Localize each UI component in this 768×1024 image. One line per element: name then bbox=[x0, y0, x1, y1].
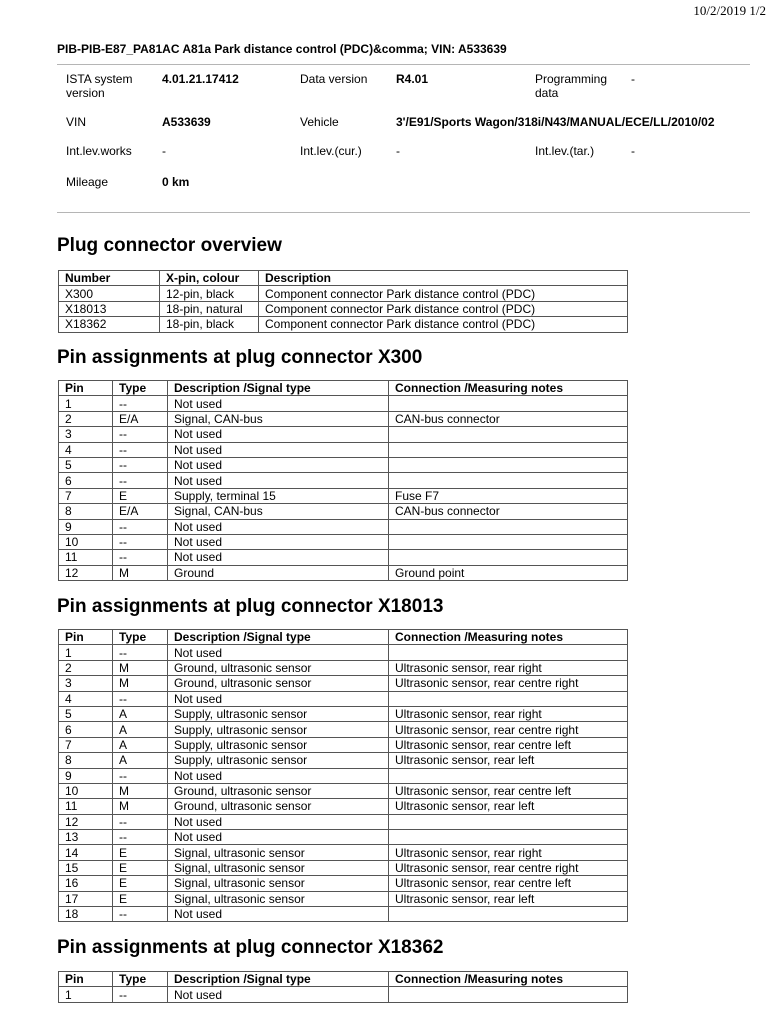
table-cell bbox=[389, 830, 628, 845]
info-value: 0 km bbox=[162, 175, 190, 189]
table-cell: Not used bbox=[168, 519, 389, 534]
table-cell: 18-pin, natural bbox=[160, 301, 259, 316]
table-cell: Ground bbox=[168, 565, 389, 580]
table-cell: E bbox=[113, 488, 168, 503]
table-cell: -- bbox=[113, 550, 168, 565]
info-label: Int.lev.(cur.) bbox=[300, 144, 362, 158]
column-header: Type bbox=[113, 381, 168, 396]
column-header: Connection /Measuring notes bbox=[389, 630, 628, 645]
table-row bbox=[59, 488, 628, 503]
table-cell: -- bbox=[113, 830, 168, 845]
info-row bbox=[57, 115, 750, 144]
table-row bbox=[59, 286, 628, 301]
table-cell: Not used bbox=[168, 550, 389, 565]
table-row bbox=[59, 691, 628, 706]
table-row bbox=[59, 706, 628, 721]
column-header: Type bbox=[113, 972, 168, 987]
table-row bbox=[59, 534, 628, 549]
table-cell: A bbox=[113, 722, 168, 737]
table-cell: 3 bbox=[59, 427, 113, 442]
table-cell: Ground, ultrasonic sensor bbox=[168, 799, 389, 814]
document-title: PIB-PIB-E87_PA81AC A81a Park distance control (PDC)&comma; VIN: A533639 bbox=[57, 42, 507, 56]
table-cell: -- bbox=[113, 442, 168, 457]
info-label: Mileage bbox=[66, 175, 109, 189]
column-header: Description /Signal type bbox=[168, 381, 389, 396]
table-cell: Supply, ultrasonic sensor bbox=[168, 753, 389, 768]
table-row bbox=[59, 427, 628, 442]
table-cell: -- bbox=[113, 427, 168, 442]
table-row bbox=[59, 783, 628, 798]
info-value: - bbox=[631, 144, 635, 158]
table-row bbox=[59, 799, 628, 814]
table-cell bbox=[389, 814, 628, 829]
table-cell bbox=[389, 457, 628, 472]
table-cell: -- bbox=[113, 645, 168, 660]
table-cell: 15 bbox=[59, 860, 113, 875]
table-cell: X18013 bbox=[59, 301, 160, 316]
table-cell: 6 bbox=[59, 473, 113, 488]
table-cell: Not used bbox=[168, 457, 389, 472]
table-cell: 4 bbox=[59, 442, 113, 457]
table-cell: 12 bbox=[59, 565, 113, 580]
table-cell: Not used bbox=[168, 427, 389, 442]
table-cell: 6 bbox=[59, 722, 113, 737]
info-row bbox=[57, 72, 750, 115]
info-value: R4.01 bbox=[396, 72, 429, 86]
table-cell bbox=[389, 907, 628, 922]
table-cell: -- bbox=[113, 519, 168, 534]
info-label: Int.lev.works bbox=[66, 144, 132, 158]
table-cell bbox=[389, 442, 628, 457]
table-cell bbox=[389, 768, 628, 783]
table-cell bbox=[389, 691, 628, 706]
table-cell: M bbox=[113, 660, 168, 675]
table-cell: M bbox=[113, 799, 168, 814]
table-cell: 13 bbox=[59, 830, 113, 845]
info-label: Int.lev.(tar.) bbox=[535, 144, 595, 158]
column-header: Pin bbox=[59, 381, 113, 396]
x300-heading: Pin assignments at plug connector X300 bbox=[57, 347, 423, 368]
table-cell: Component connector Park distance control (PDC) bbox=[259, 286, 628, 301]
info-label: Data version bbox=[300, 72, 368, 86]
table-cell: 18-pin, black bbox=[160, 317, 259, 332]
table-cell: Ground, ultrasonic sensor bbox=[168, 783, 389, 798]
table-row bbox=[59, 768, 628, 783]
table-row bbox=[59, 907, 628, 922]
table-cell: Not used bbox=[168, 768, 389, 783]
info-label: VIN bbox=[66, 115, 87, 129]
table-row bbox=[59, 660, 628, 675]
table-row bbox=[59, 550, 628, 565]
table-cell: -- bbox=[113, 534, 168, 549]
table-header-row bbox=[59, 630, 628, 645]
table-cell: E bbox=[113, 876, 168, 891]
table-row bbox=[59, 876, 628, 891]
table-cell: Not used bbox=[168, 814, 389, 829]
table-row bbox=[59, 457, 628, 472]
table-cell: Not used bbox=[168, 691, 389, 706]
page-date: 10/2/2019 1/2 bbox=[693, 3, 766, 18]
table-cell bbox=[389, 550, 628, 565]
table-cell: -- bbox=[113, 473, 168, 488]
table-cell: Ultrasonic sensor, rear left bbox=[389, 753, 628, 768]
table-cell: -- bbox=[113, 457, 168, 472]
table-cell: Ultrasonic sensor, rear centre right bbox=[389, 676, 628, 691]
table-header-row bbox=[59, 972, 628, 987]
table-cell: X18362 bbox=[59, 317, 160, 332]
table-cell: 8 bbox=[59, 504, 113, 519]
table-cell: Fuse F7 bbox=[389, 488, 628, 503]
table-cell: E/A bbox=[113, 411, 168, 426]
table-cell: Ultrasonic sensor, rear centre right bbox=[389, 722, 628, 737]
table-row bbox=[59, 891, 628, 906]
table-row bbox=[59, 753, 628, 768]
table-row bbox=[59, 737, 628, 752]
table-cell: Not used bbox=[168, 830, 389, 845]
info-row bbox=[57, 144, 750, 175]
table-cell: Ultrasonic sensor, rear right bbox=[389, 706, 628, 721]
table-cell bbox=[389, 987, 628, 1002]
table-cell: 7 bbox=[59, 737, 113, 752]
table-row bbox=[59, 987, 628, 1002]
table-cell: 14 bbox=[59, 845, 113, 860]
info-value: - bbox=[631, 72, 635, 86]
table-cell: M bbox=[113, 676, 168, 691]
table-cell: 10 bbox=[59, 534, 113, 549]
table-row bbox=[59, 442, 628, 457]
table-cell: Supply, ultrasonic sensor bbox=[168, 722, 389, 737]
table-row bbox=[59, 301, 628, 316]
table-cell: A bbox=[113, 753, 168, 768]
table-cell bbox=[389, 519, 628, 534]
table-cell: -- bbox=[113, 814, 168, 829]
table-cell bbox=[389, 645, 628, 660]
table-cell: 11 bbox=[59, 550, 113, 565]
table-cell: Supply, terminal 15 bbox=[168, 488, 389, 503]
table-cell: Signal, CAN-bus bbox=[168, 411, 389, 426]
table-cell bbox=[389, 473, 628, 488]
table-cell: Signal, ultrasonic sensor bbox=[168, 876, 389, 891]
table-cell: Not used bbox=[168, 645, 389, 660]
table-cell: E bbox=[113, 845, 168, 860]
table-cell: -- bbox=[113, 987, 168, 1002]
table-row bbox=[59, 411, 628, 426]
table-cell: E bbox=[113, 891, 168, 906]
column-header: Pin bbox=[59, 972, 113, 987]
column-header: Connection /Measuring notes bbox=[389, 972, 628, 987]
table-row bbox=[59, 860, 628, 875]
table-cell: 4 bbox=[59, 691, 113, 706]
table-cell: Ultrasonic sensor, rear centre left bbox=[389, 876, 628, 891]
table-cell: 12-pin, black bbox=[160, 286, 259, 301]
table-cell bbox=[389, 396, 628, 411]
table-cell: Ground point bbox=[389, 565, 628, 580]
table-cell: Signal, ultrasonic sensor bbox=[168, 891, 389, 906]
table-cell: E/A bbox=[113, 504, 168, 519]
info-row bbox=[57, 175, 750, 195]
info-value: A533639 bbox=[162, 115, 211, 129]
table-cell: Supply, ultrasonic sensor bbox=[168, 706, 389, 721]
table-cell: 10 bbox=[59, 783, 113, 798]
table-cell: Not used bbox=[168, 907, 389, 922]
table-cell: 1 bbox=[59, 396, 113, 411]
table-cell: Ultrasonic sensor, rear right bbox=[389, 845, 628, 860]
table-cell: Component connector Park distance control (PDC) bbox=[259, 317, 628, 332]
table-cell: -- bbox=[113, 396, 168, 411]
column-header: Description bbox=[259, 271, 628, 286]
table-cell: -- bbox=[113, 768, 168, 783]
table-row bbox=[59, 396, 628, 411]
column-header: Number bbox=[59, 271, 160, 286]
table-cell: Not used bbox=[168, 473, 389, 488]
x18362-heading: Pin assignments at plug connector X18362 bbox=[57, 937, 444, 958]
table-cell: Supply, ultrasonic sensor bbox=[168, 737, 389, 752]
table-row bbox=[59, 317, 628, 332]
table-cell: Ultrasonic sensor, rear left bbox=[389, 799, 628, 814]
table-cell: 2 bbox=[59, 411, 113, 426]
table-cell: 9 bbox=[59, 768, 113, 783]
table-cell: Ultrasonic sensor, rear right bbox=[389, 660, 628, 675]
table-cell: 18 bbox=[59, 907, 113, 922]
info-value: - bbox=[396, 144, 400, 158]
table-row bbox=[59, 830, 628, 845]
column-header: Description /Signal type bbox=[168, 972, 389, 987]
x18362-pin-table bbox=[58, 971, 628, 1003]
table-cell: Ultrasonic sensor, rear centre right bbox=[389, 860, 628, 875]
table-cell: 2 bbox=[59, 660, 113, 675]
table-cell: A bbox=[113, 737, 168, 752]
vehicle-info-grid bbox=[57, 72, 750, 195]
table-cell: 5 bbox=[59, 457, 113, 472]
table-cell: 11 bbox=[59, 799, 113, 814]
table-cell: Not used bbox=[168, 987, 389, 1002]
x300-pin-table bbox=[58, 380, 628, 581]
table-cell: M bbox=[113, 783, 168, 798]
table-cell: E bbox=[113, 860, 168, 875]
table-cell: 12 bbox=[59, 814, 113, 829]
info-value: 3'/E91/Sports Wagon/318i/N43/MANUAL/ECE/LL/2010/02 bbox=[396, 115, 715, 129]
table-cell: A bbox=[113, 706, 168, 721]
info-label: Programming data bbox=[535, 72, 608, 100]
table-cell: Ultrasonic sensor, rear left bbox=[389, 891, 628, 906]
column-header: Description /Signal type bbox=[168, 630, 389, 645]
table-cell: Not used bbox=[168, 534, 389, 549]
table-cell: Signal, ultrasonic sensor bbox=[168, 845, 389, 860]
table-cell: X300 bbox=[59, 286, 160, 301]
table-cell: Not used bbox=[168, 442, 389, 457]
table-row bbox=[59, 676, 628, 691]
info-label: Vehicle bbox=[300, 115, 339, 129]
column-header: X-pin, colour bbox=[160, 271, 259, 286]
table-cell: 7 bbox=[59, 488, 113, 503]
table-cell: 1 bbox=[59, 645, 113, 660]
column-header: Connection /Measuring notes bbox=[389, 381, 628, 396]
table-cell: 8 bbox=[59, 753, 113, 768]
table-cell: Ground, ultrasonic sensor bbox=[168, 660, 389, 675]
table-cell: CAN-bus connector bbox=[389, 504, 628, 519]
table-row bbox=[59, 519, 628, 534]
table-cell: Signal, ultrasonic sensor bbox=[168, 860, 389, 875]
table-cell: 9 bbox=[59, 519, 113, 534]
info-label: ISTA system version bbox=[66, 72, 133, 100]
table-row bbox=[59, 473, 628, 488]
table-header-row bbox=[59, 381, 628, 396]
table-cell: Component connector Park distance control (PDC) bbox=[259, 301, 628, 316]
info-value: - bbox=[162, 144, 166, 158]
table-cell bbox=[389, 534, 628, 549]
table-cell: Signal, CAN-bus bbox=[168, 504, 389, 519]
table-cell: Not used bbox=[168, 396, 389, 411]
overview-table bbox=[58, 270, 628, 333]
table-header-row bbox=[59, 271, 628, 286]
table-cell: 1 bbox=[59, 987, 113, 1002]
info-divider bbox=[57, 212, 750, 213]
table-row bbox=[59, 722, 628, 737]
table-row bbox=[59, 814, 628, 829]
table-cell: CAN-bus connector bbox=[389, 411, 628, 426]
table-cell: Ultrasonic sensor, rear centre left bbox=[389, 783, 628, 798]
table-cell: Ground, ultrasonic sensor bbox=[168, 676, 389, 691]
column-header: Type bbox=[113, 630, 168, 645]
table-cell: 3 bbox=[59, 676, 113, 691]
header-divider bbox=[57, 64, 750, 65]
table-row bbox=[59, 645, 628, 660]
table-cell bbox=[389, 427, 628, 442]
info-value: 4.01.21.17412 bbox=[162, 72, 239, 86]
table-cell: Ultrasonic sensor, rear centre left bbox=[389, 737, 628, 752]
table-cell: -- bbox=[113, 907, 168, 922]
table-cell: 16 bbox=[59, 876, 113, 891]
overview-heading: Plug connector overview bbox=[57, 235, 282, 256]
table-cell: -- bbox=[113, 691, 168, 706]
column-header: Pin bbox=[59, 630, 113, 645]
table-row bbox=[59, 845, 628, 860]
table-cell: M bbox=[113, 565, 168, 580]
table-cell: 17 bbox=[59, 891, 113, 906]
table-row bbox=[59, 504, 628, 519]
table-cell: 5 bbox=[59, 706, 113, 721]
x18013-pin-table bbox=[58, 629, 628, 922]
x18013-heading: Pin assignments at plug connector X18013 bbox=[57, 596, 444, 617]
table-row bbox=[59, 565, 628, 580]
